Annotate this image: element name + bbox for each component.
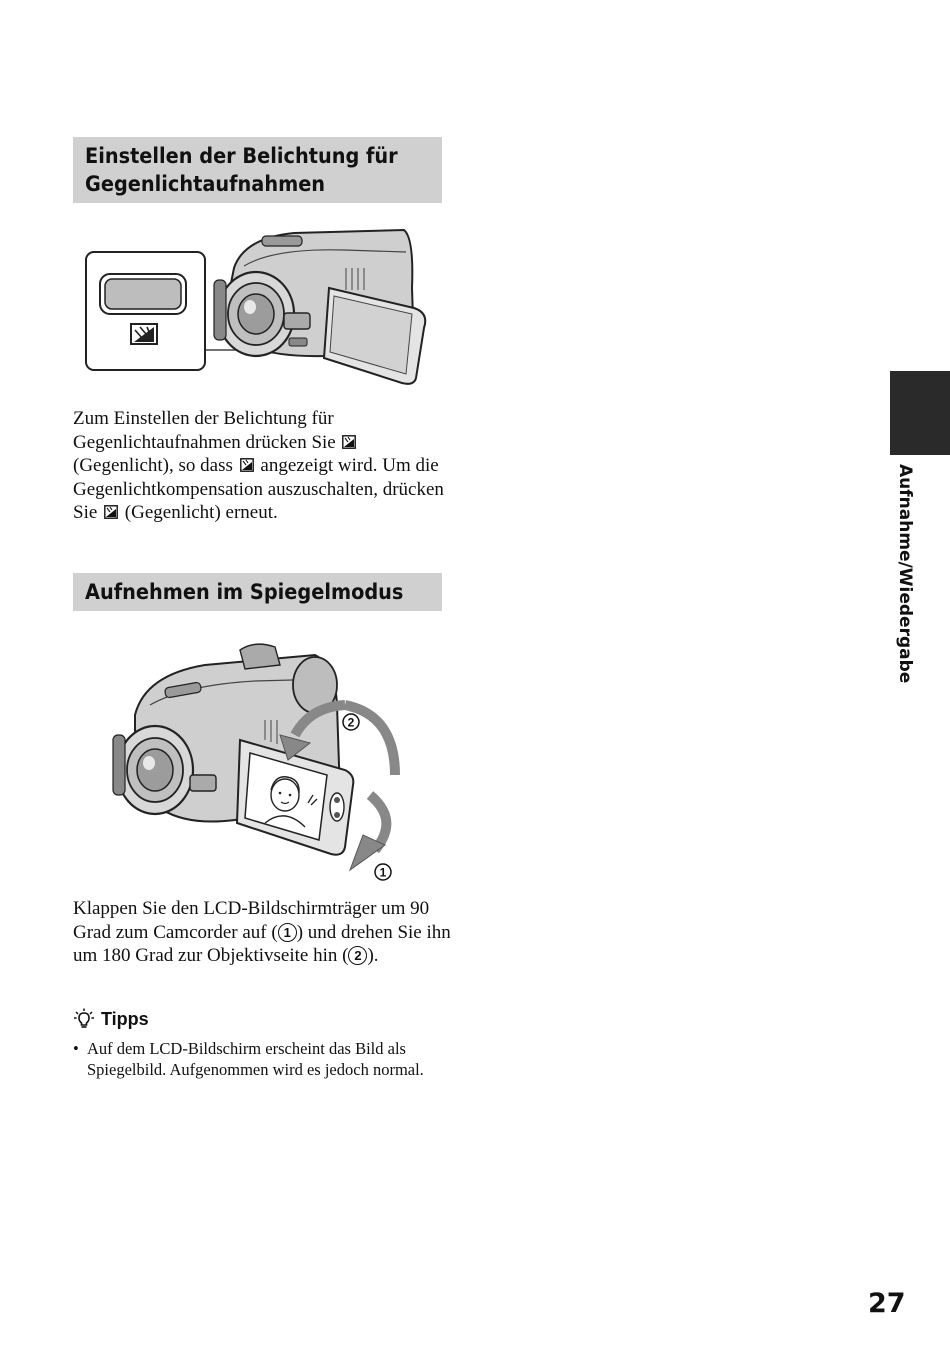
section-tab-marker — [890, 371, 950, 455]
backlight-text-part-3: angezeigt wird. Um die Gegenlichtkompensation auszuschalten, drücken Sie — [73, 455, 444, 524]
section-heading-backlight — [73, 137, 442, 203]
section-heading-mirror-mode — [73, 573, 442, 611]
circled-number-1: 1 — [278, 923, 297, 942]
backlight-indicator-icon — [240, 458, 254, 472]
callout-2: 2 — [347, 715, 355, 730]
list-item: • Auf dem LCD-Bildschirm erscheint das Bild als Spiegelbild. Aufgenommen wird es jedoch normal. — [73, 1038, 448, 1080]
backlight-text-part-2: (Gegenlicht), so dass — [73, 455, 238, 477]
heading-line-2: Gegenlichtaufnahmen — [85, 172, 326, 196]
backlight-icon — [342, 435, 356, 449]
page-number: 27 — [868, 1288, 906, 1319]
lightbulb-icon — [73, 1008, 95, 1030]
mirror-text-part-3: ). — [367, 945, 379, 967]
backlight-instructions — [73, 407, 453, 525]
backlight-button-illustration — [84, 228, 434, 388]
circled-number-2: 2 — [348, 946, 367, 965]
tips-list — [73, 1038, 448, 1080]
heading-mirror-mode: Aufnehmen im Spiegelmodus — [85, 580, 404, 604]
mirror-mode-instructions — [73, 897, 453, 968]
backlight-icon-2 — [104, 505, 118, 519]
side-section-label: Aufnahme/Wiedergabe — [895, 464, 915, 684]
mirror-text-part-2: ) und drehen Sie ihn um 180 Grad zur Objektivseite hin ( — [73, 921, 451, 967]
tips-title: Tipps — [101, 1008, 149, 1029]
mirror-text-part-1: Klappen Sie den LCD-Bildschirmträger um 90 Grad zum Camcorder auf ( — [73, 898, 430, 943]
backlight-text-part-1: Zum Einstellen der Belichtung für Gegenlichtaufnahmen drücken Sie — [73, 408, 341, 453]
tips-heading — [73, 1008, 149, 1030]
heading-line-1: Einstellen der Belichtung für — [85, 144, 398, 168]
mirror-mode-illustration — [105, 635, 405, 885]
backlight-text-part-4: (Gegenlicht) erneut. — [120, 502, 278, 524]
callout-1: 1 — [379, 865, 387, 880]
